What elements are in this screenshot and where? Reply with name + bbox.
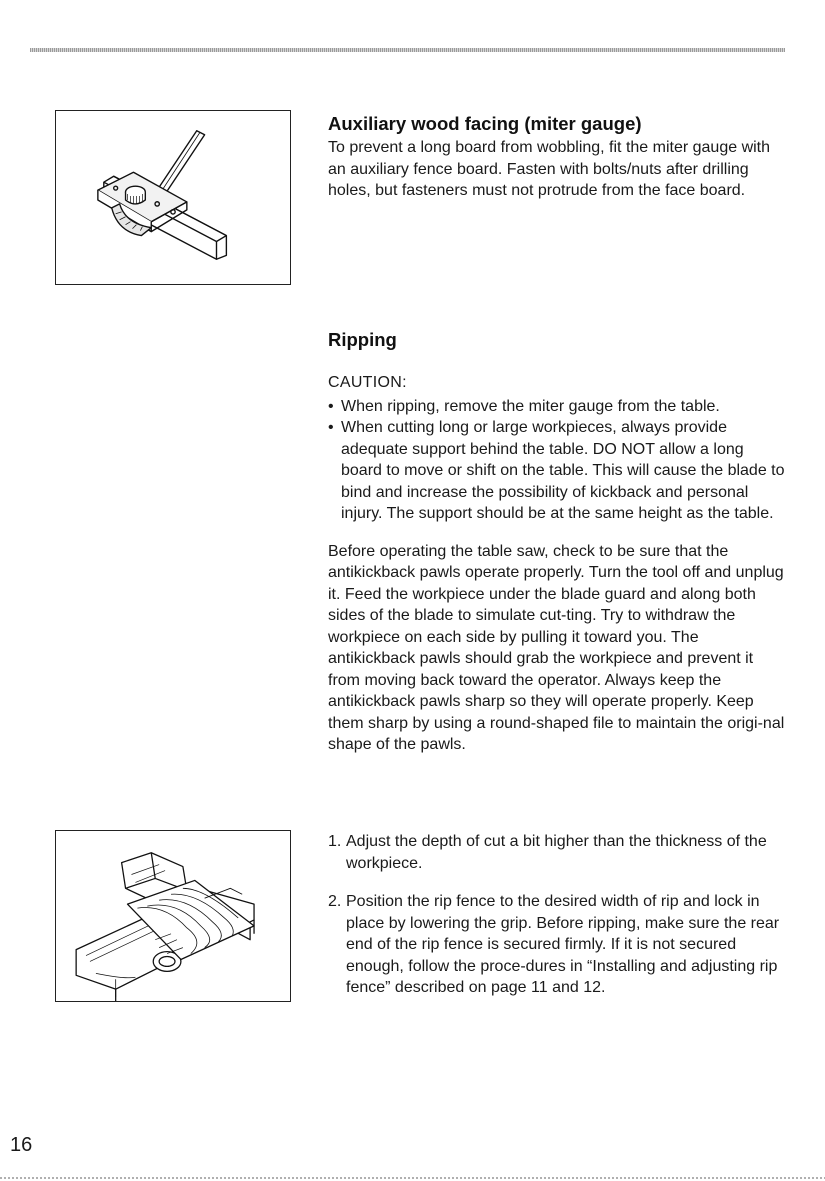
caution-list [328, 396, 788, 525]
ripping-steps [328, 831, 788, 1016]
step-text: Position the rip fence to the desired width of rip and lock in place by lowering the grip. Before ripping, make sure the rear end of the rip fence is secured firmly. If it is not secured enough, follow the proce-dures in “Installing and adjusting rip fence” described on page 11 and 12. [346, 893, 780, 996]
section-title: Auxiliary wood facing (miter gauge) [328, 113, 642, 134]
step-number: 1. [328, 833, 342, 850]
step-number: 2. [328, 893, 342, 910]
miter-gauge-figure [55, 110, 291, 285]
step-text: Adjust the depth of cut a bit higher than the thickness of the workpiece. [346, 833, 767, 872]
auxiliary-facing-section [328, 112, 788, 202]
caution-label: CAUTION: [328, 374, 407, 391]
section-body: To prevent a long board from wobbling, fit the miter gauge with an auxiliary fence board. Fasten with bolts/nuts after drilling holes, but fasteners must not protrude from the face board. [328, 139, 771, 199]
section-title: Ripping [328, 329, 397, 350]
list-item: • When cutting long or large workpieces, always provide adequate support behind the table. DO NOT allow a long board to move or shift on the table. This will cause the blade to bind and increase the possibility of kickback and personal injury. The support should be at the same height as the table. [328, 417, 788, 525]
body-paragraph: Before operating the table saw, check to be sure that the antikickback pawls operate properly. Turn the tool off and unplug it. Feed the workpiece under the blade guard and along both sides of the blade to simulate cut-ting. Try to withdraw the workpiece on each side by pulling it toward you. The antikickback pawls should grab the workpiece and prevent it from moving back toward the operator. Always keep the antikickback pawls sharp so they will operate properly. Keep them sharp by using a round-shaped file to maintain the origi-nal shape of the pawls. [328, 542, 785, 753]
ripping-figure [55, 830, 291, 1002]
miter-gauge-illustration-icon [56, 111, 290, 284]
ripping-section [328, 328, 788, 756]
footer-rule [0, 1177, 825, 1179]
page-number: 16 [10, 1134, 33, 1156]
list-item [328, 891, 788, 999]
header-rule [30, 48, 785, 52]
list-item [328, 831, 788, 874]
table-saw-ripping-illustration-icon [56, 831, 290, 1001]
list-item: • When ripping, remove the miter gauge from the table. [328, 396, 788, 418]
